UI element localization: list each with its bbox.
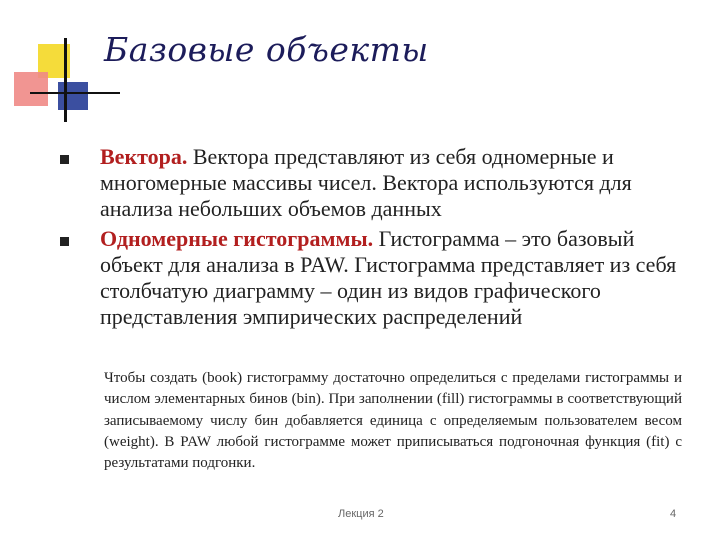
decor-vertical-line <box>64 38 67 122</box>
footer-lecture-label: Лекция 2 <box>338 508 384 520</box>
slide-title: Базовые объекты <box>104 30 429 69</box>
decor-blue-square <box>58 82 88 110</box>
bullet-item-histograms <box>58 226 698 330</box>
page-number: 4 <box>670 508 677 520</box>
decor-horizontal-line <box>30 92 120 94</box>
bullet-list <box>58 144 698 334</box>
square-bullet-icon <box>60 237 69 246</box>
decor-red-square <box>14 72 48 106</box>
bullet-item-vectors <box>58 144 698 222</box>
bullet-body: Гистограмма – это базовый объект для анализа в PAW. Гистограмма представляет из себя столбчатую диаграмму – один из видов графического представления эмпирических распределений <box>100 226 677 329</box>
bullet-text <box>100 226 698 330</box>
bullet-heading: Одномерные гистограммы. <box>100 226 374 251</box>
body-paragraph: Чтобы создать (book) гистограмму достаточно определиться с пределами гистограммы и числом элементарных бинов (bin). При заполнении (fill) гистограммы в соответствующий записываемому числу бин добавляется единица с определяемым пользователем весом (weight). В PAW любой гистограмме может приписываться подгоночная функция (fit) с результатами подгонки. <box>104 370 682 472</box>
bullet-body: Вектора представляют из себя одномерные и многомерные массивы чисел. Вектора используются для анализа небольших объемов данных <box>100 144 632 221</box>
bullet-heading: Вектора. <box>100 144 188 169</box>
bullet-text <box>100 144 698 222</box>
square-bullet-icon <box>60 155 69 164</box>
